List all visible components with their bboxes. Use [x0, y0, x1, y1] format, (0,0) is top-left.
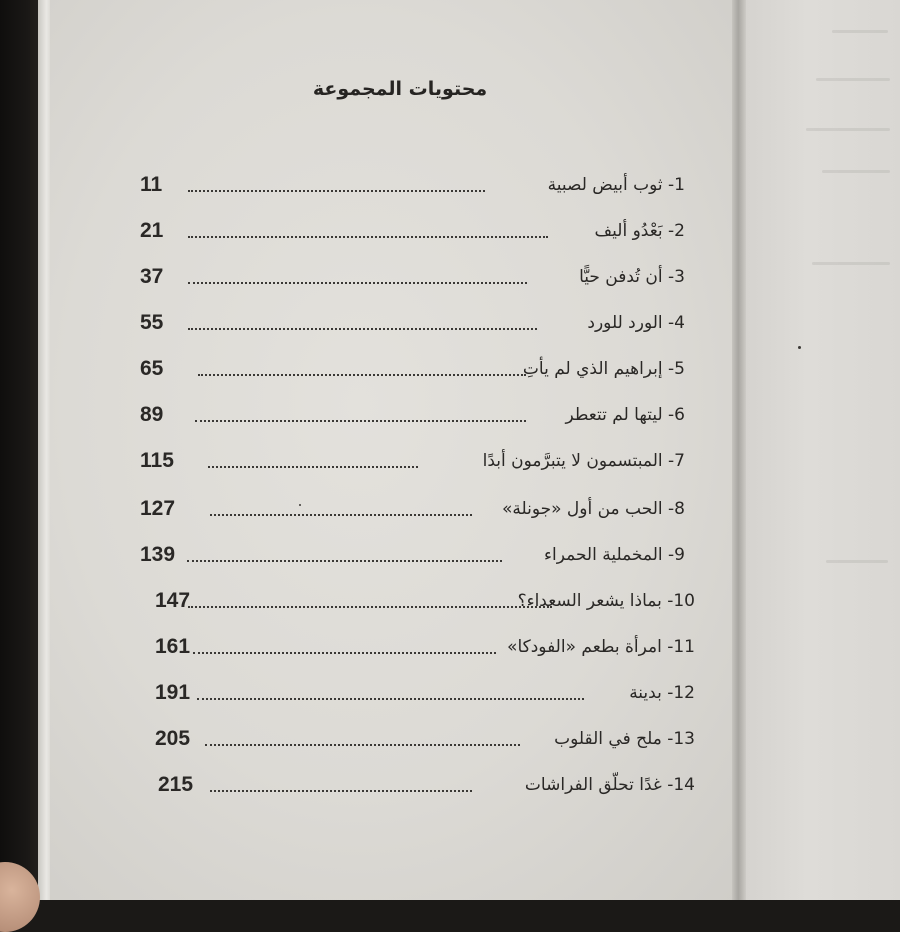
toc-entry-title: 12- بدينة	[629, 683, 695, 703]
toc-entry-page: 127	[140, 497, 176, 520]
toc-entry-title: 9- المخملية الحمراء	[544, 545, 685, 565]
toc-entry-title: 11- امرأة بطعم «الفودكا»	[507, 637, 695, 657]
toc-entry-title: 7- المبتسمون لا يتبرَّمون أبدًا	[482, 451, 685, 471]
toc-dot-leader	[188, 282, 527, 284]
toc-dot-leader	[210, 790, 472, 792]
toc-entry-title: 5- إبراهيم الذي لم يأتِ	[522, 359, 685, 379]
toc-entry	[140, 170, 685, 200]
toc-entry-page: 147	[155, 589, 191, 612]
toc-dot-leader	[205, 744, 520, 746]
toc-entry	[140, 216, 685, 246]
toc-entry-page: 37	[140, 265, 164, 288]
toc-entry-page: 161	[155, 635, 191, 658]
toc-entry-page: 115	[140, 449, 174, 472]
toc-entry-page: 21	[140, 219, 164, 242]
toc-entry	[140, 632, 695, 662]
toc-entry-title: 1- ثوب أبيض لصبية	[547, 175, 685, 195]
toc-dot-leader	[188, 190, 485, 192]
toc-entry-title: 6- ليتها لم تتعطر	[565, 405, 685, 425]
toc-entry-page: 65	[140, 357, 164, 380]
toc-entry-page: 55	[140, 311, 164, 334]
toc-dot-leader	[198, 374, 526, 376]
toc-entry-page: 205	[155, 727, 191, 750]
toc-entry-page: 191	[155, 681, 191, 704]
toc-entry	[140, 770, 695, 800]
toc-entry-page: 139	[140, 543, 176, 566]
toc-dot-leader	[210, 514, 472, 516]
toc-entry-title: 2- بَعْدُو أليف	[594, 221, 685, 241]
toc-dot-leader	[197, 698, 584, 700]
toc-entry-title: 10- بماذا يشعر السعداء؟	[517, 591, 695, 611]
toc-title: محتويات المجموعة	[312, 78, 488, 100]
toc-entry-title: 8- الحب من أول «جونلة»	[501, 499, 685, 519]
toc-entry	[140, 446, 685, 476]
toc-entry-title: 4- الورد للورد	[587, 313, 685, 333]
toc-entry	[140, 308, 685, 338]
toc-dot-leader	[187, 560, 502, 562]
toc-dot-leader	[208, 466, 418, 468]
toc-dot-leader	[188, 236, 548, 238]
toc-entry-page: 215	[158, 773, 194, 796]
toc-entry-title: 3- أن تُدفن حيًّا	[579, 267, 685, 287]
toc-entry	[140, 494, 685, 524]
toc-dot-leader	[195, 420, 526, 422]
toc-dot-leader	[188, 606, 552, 608]
toc-entry-title: 14- غدًا تحلّق الفراشات	[524, 775, 695, 795]
toc-entry	[140, 262, 685, 292]
toc-entry-page: 11	[140, 173, 163, 196]
toc-entry	[140, 400, 685, 430]
ink-speck	[299, 504, 301, 506]
toc-dot-leader	[188, 328, 537, 330]
toc-entry	[140, 586, 695, 616]
toc-entry	[140, 354, 685, 384]
toc-dot-leader	[193, 652, 496, 654]
toc-entry	[140, 540, 685, 570]
toc-entry-title: 13- ملح في القلوب	[554, 729, 695, 749]
toc-entry-page: 89	[140, 403, 164, 426]
toc-entry	[140, 724, 695, 754]
toc-entry	[140, 678, 695, 708]
